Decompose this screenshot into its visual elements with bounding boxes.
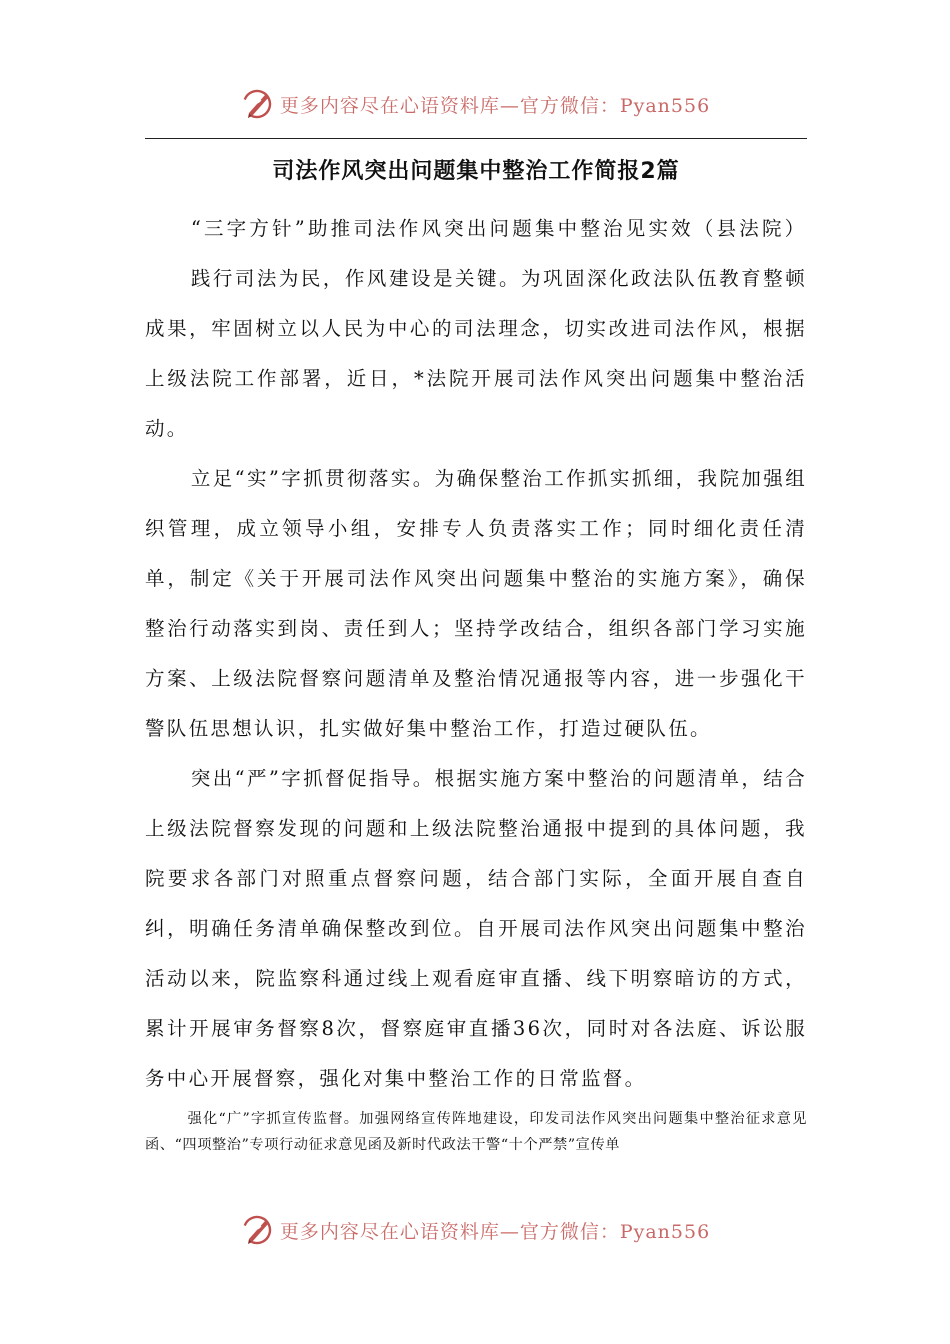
watermark-text: 更多内容尽在心语资料库—官方微信：Pyan556 xyxy=(279,1220,711,1243)
document-title: 司法作风突出问题集中整治工作简报2篇 xyxy=(272,159,680,184)
watermark-banner-bottom xyxy=(0,1204,950,1256)
watermark-text: 更多内容尽在心语资料库—官方微信：Pyan556 xyxy=(279,94,711,117)
paragraph: 立足“实”字抓贯彻落实。为确保整治工作抓实抓细，我院加强组织管理，成立领导小组，安排专人负责落实工作；同时细化责任清单，制定《关于开展司法作风突出问题集中整治的实施方案》，确保整治行动落实到岗、责任到人；坚持学改结合，组织各部门学习实施方案、上级法院督察问题清单及整治情况通报等内容，进一步强化干警队伍思想认识，扎实做好集中整治工作，打造过硬队伍。 xyxy=(145,467,807,740)
pen-logo-icon xyxy=(240,1213,274,1247)
header-rule xyxy=(145,138,807,139)
paragraph: 践行司法为民，作风建设是关键。为巩固深化政法队伍教育整顿成果，牢固树立以人民为中心的司法理念，切实改进司法作风，根据上级法院工作部署，近日，*法院开展司法作风突出问题集中整治活动。 xyxy=(145,267,807,440)
pen-logo-icon xyxy=(240,87,274,121)
paragraph: 突出“严”字抓督促指导。根据实施方案中整治的问题清单，结合上级法院督察发现的问题和上级法院整治通报中提到的具体问题，我院要求各部门对照重点督察问题，结合部门实际，全面开展自查自纠，明确任务清单确保整改到位。自开展司法作风突出问题集中整治活动以来，院监察科通过线上观看庭审直播、线下明察暗访的方式，累计开展审务督察8次，督察庭审直播36次，同时对各法庭、诉讼服务中心开展督察，强化对集中整治工作的日常监督。 xyxy=(145,767,807,1090)
watermark-banner-top xyxy=(0,78,950,130)
paragraph-small-print: 强化“广”字抓宣传监督。加强网络宣传阵地建设，印发司法作风突出问题集中整治征求意见函、“四项整治”专项行动征求意见函及新时代政法干警“十个严禁”宣传单 xyxy=(145,1111,807,1153)
article-subtitle: “三字方针”助推司法作风突出问题集中整治见实效（县法院） xyxy=(190,217,808,240)
document-body xyxy=(145,204,807,1158)
